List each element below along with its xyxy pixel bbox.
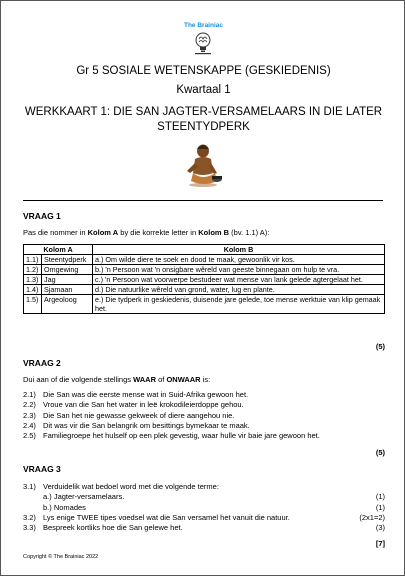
list-item: 3.3) Bespreek kortliks hoe die San gelewe het. (3): [23, 523, 385, 533]
list-item: 2.4) Dit was vir die San belangrik om besittings bymekaar te maak.: [23, 420, 250, 430]
table-row: 1.4) Sjamaan d.) Die natuurlike wêreld van grond, water, lug en plante.: [24, 285, 385, 295]
question-2-statements: [23, 390, 385, 441]
list-item: b.) Nomades (1): [43, 502, 385, 512]
subject-title: Gr 5 SOSIALE WETENSKAPPE (GESKIEDENIS): [76, 65, 331, 77]
list-item: 2.5) Familiegroepe het hulself op een plek gevestig, waar hulle vir baie jare gewoon het.: [23, 431, 320, 441]
question-2-title: VRAAG 2: [23, 358, 61, 368]
brand-name: The Brainiac: [183, 22, 223, 29]
table-row: 1.2) Omgewing b.) 'n Persoon wat 'n onsigbare wêreld van geeste binnegaan om hulp te vra.: [24, 265, 385, 275]
question-3-title: VRAAG 3: [23, 464, 61, 474]
list-item: 3.2) Lys enige TWEE tipes voedsel wat die San versamel het vanuit die natuur. (2x1=2): [23, 512, 385, 522]
question-3-marks: [7]: [375, 539, 385, 548]
question-3-items: [23, 482, 385, 533]
term-title: Kwartaal 1: [176, 84, 231, 96]
header-divider: [23, 200, 383, 201]
column-a-header: Kolom A: [24, 245, 93, 255]
question-1-title: VRAAG 1: [23, 211, 61, 221]
table-row: 1.5) Argeoloog e.) Die tydperk in geskiedenis, duisende jare gelede, toe mense werktuie van klip gemaak het.: [24, 295, 385, 314]
worksheet-title: WERKKAART 1: DIE SAN JAGTER-VERSAMELAARS IN DIE LATER STEENTYDPERK: [24, 106, 383, 133]
list-item: 2.2) Vroue van die San het water in leë krokodileierdoppe gehou.: [23, 400, 244, 410]
lightbulb-brain-icon: [192, 31, 214, 55]
copyright-footer: Copyright © The Brainiac 2022: [23, 554, 99, 560]
list-item: a.) Jagter-versamelaars. (1): [43, 492, 385, 502]
list-item: 3.1) Verduidelik wat bedoel word met die volgende terme:: [23, 482, 219, 491]
list-item: 2.1) Die San was die eerste mense wat in Suid-Afrika gewoon het.: [23, 390, 249, 399]
table-row: 1.3) Jag c.) 'n Persoon wat voorwerpe bestudeer wat mense van lank gelede agtergelaat het.: [24, 275, 385, 285]
question-2-instruction: Dui aan of die volgende stellings WAAR of ONWAAR is:: [23, 375, 211, 384]
san-hunter-figure-icon: [181, 141, 226, 189]
question-1-marks: (5): [375, 342, 385, 351]
matching-table: [23, 244, 385, 314]
question-1-instruction: Pas die nommer in Kolom A by die korrekte letter in Kolom B (bv. 1.1) A):: [23, 228, 270, 237]
list-item: 2.3) Die San het nie gewasse gekweek of diere aangehou nie.: [23, 410, 235, 420]
column-b-header: Kolom B: [93, 245, 385, 255]
table-row: 1.1) Steentydperk a.) Om wilde diere te soek en dood te maak, gewoonlik vir kos.: [24, 255, 385, 265]
question-2-marks: (5): [375, 448, 385, 457]
